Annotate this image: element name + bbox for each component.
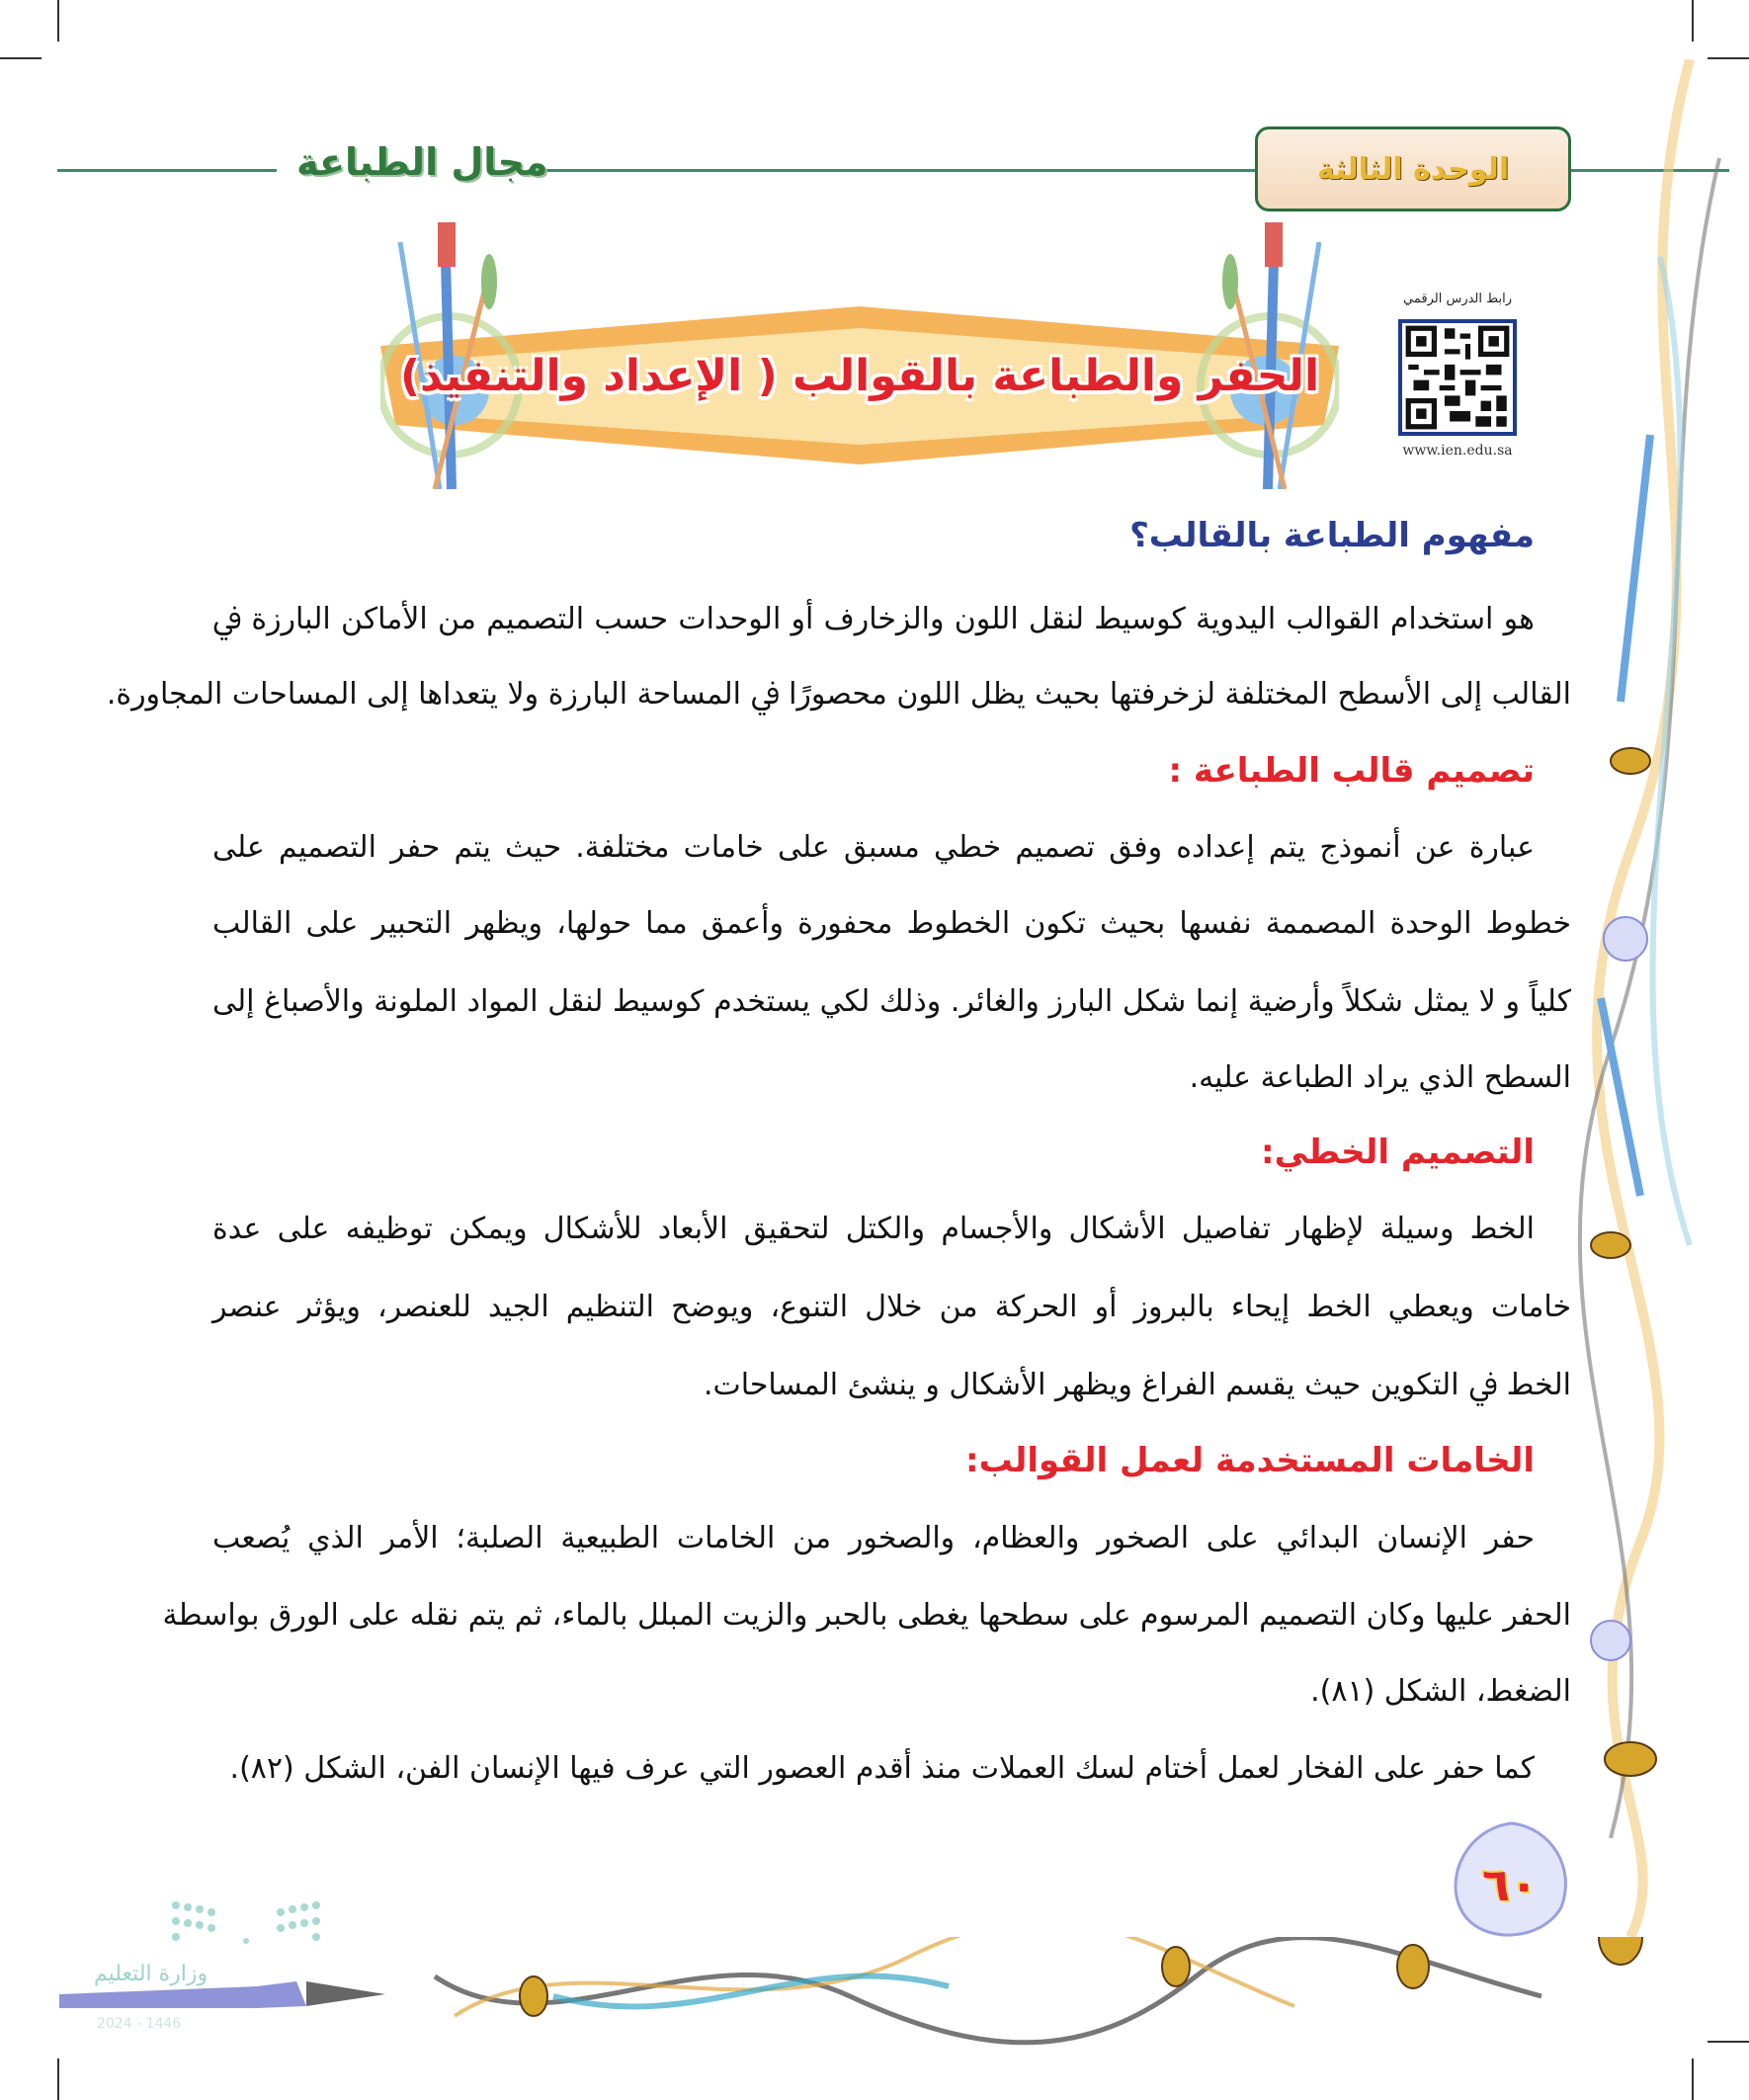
section-heading: مفهوم الطباعة بالقالب؟ bbox=[1129, 516, 1535, 555]
crop-mark bbox=[57, 0, 59, 42]
floral-border-decoration bbox=[1571, 59, 1749, 1937]
header-rule bbox=[57, 169, 277, 172]
paragraph-line: القالب إلى الأسطح المختلفة لزخرفتها بحيث يظل اللون محصورًا ﰲ المساحة البارزة ولا يتعداها إلى المساحات المجاورة. bbox=[106, 677, 1571, 712]
paragraph-line: كما حفر على الفخار لعمل أختام لسك العملات منذ أقدم العصور التي عرف فيها الإنسان الفن، الشكل (٨٢). bbox=[229, 1751, 1535, 1786]
paragraph-line: كلياً و لا يمثل شكلاً وأرضية إنما شكل البارز والغائر. وذلك لكي يستخدم كوسيط لنقل المواد الملونة والأصباغ إلى bbox=[212, 984, 1571, 1019]
crop-mark bbox=[0, 57, 42, 59]
paragraph-line: حفر الإنسان البدائي على الصخور والعظام، والصخور من الخامات الطبيعية الصلبة؛ الأمر الذي يُصعب bbox=[212, 1521, 1535, 1555]
paragraph-line: الضغط، الشكل (٨١). bbox=[1310, 1674, 1571, 1709]
section-heading: تصميم قالب الطباعة : bbox=[1168, 751, 1535, 791]
ministry-name: وزارة التعليم bbox=[94, 1962, 208, 1986]
paragraph-line: عبارة عن أنموذج يتم إعداده وفق تصميم خطي مسبق على خامات مختلفة. حيث يتم حفر التصميم على bbox=[212, 830, 1535, 865]
crop-mark bbox=[1692, 2058, 1694, 2100]
unit-label: الوحدة الثالثة bbox=[1316, 151, 1510, 187]
paragraph-line: الخط وسيلة لإظهار تفاصيل الأشكال والأجسام والكتل لتحقيق الأبعاد للأشكال ويمكن توظيفه على عدة bbox=[212, 1212, 1535, 1246]
header-rule bbox=[534, 169, 1255, 172]
unit-badge bbox=[1255, 126, 1571, 211]
paragraph-line: السطح الذي يراد الطباعة عليه. bbox=[1189, 1060, 1571, 1095]
field-title: مجال الطباعة bbox=[296, 140, 548, 184]
ministry-year: 2024 - 1446 bbox=[97, 2016, 182, 2032]
lesson-title: الحفر والطباعة بالقوالب ( الإعداد والتنفيذ) bbox=[399, 351, 1320, 401]
qr-url[interactable]: www.ien.edu.sa bbox=[1402, 443, 1513, 459]
qr-caption: رابط الدرس الرقمي bbox=[1403, 292, 1512, 306]
paragraph-line: خامات ويعطي الخط إيحاء بالبروز أو الحركة من خلال التنوع، ويوضح التنظيم الجيد للعنصر، ويؤثر عنصر bbox=[212, 1290, 1571, 1324]
bottom-decoration bbox=[59, 1937, 1690, 2056]
paragraph-line: هو استخدام القوالب اليدوية كوسيط لنقل اللون والزخارف أو الوحدات حسب التصميم من الأماكن البارزة ﰲ bbox=[212, 602, 1535, 636]
section-heading: الخامات المستخدمة لعمل القوالب: bbox=[964, 1441, 1535, 1480]
paragraph-line: خطوط الوحدة المصممة نفسها بحيث تكون الخطوط محفورة وأعمق مما حولها، ويظهر التحبير على القالب bbox=[212, 906, 1571, 941]
crop-mark bbox=[1692, 0, 1694, 42]
crop-mark bbox=[1707, 2041, 1749, 2043]
ministry-logo bbox=[170, 1899, 323, 1949]
section-heading: التصميم الخطي: bbox=[1260, 1133, 1535, 1172]
paragraph-line: الحفر عليها وكان التصميم المرسوم على سطحها يغطى بالحبر والزيت المبلل بالماء، ثم يتم نقله على الورق بواسطة bbox=[162, 1598, 1571, 1633]
crop-mark bbox=[57, 2058, 59, 2100]
qr-code[interactable] bbox=[1398, 319, 1517, 436]
page-number: ٦٠ bbox=[1482, 1858, 1539, 1911]
paragraph-line: الخط ﰲ التكوين حيث يقسم الفراغ ويظهر الأشكال و ينشئ المساحات. bbox=[703, 1368, 1571, 1402]
